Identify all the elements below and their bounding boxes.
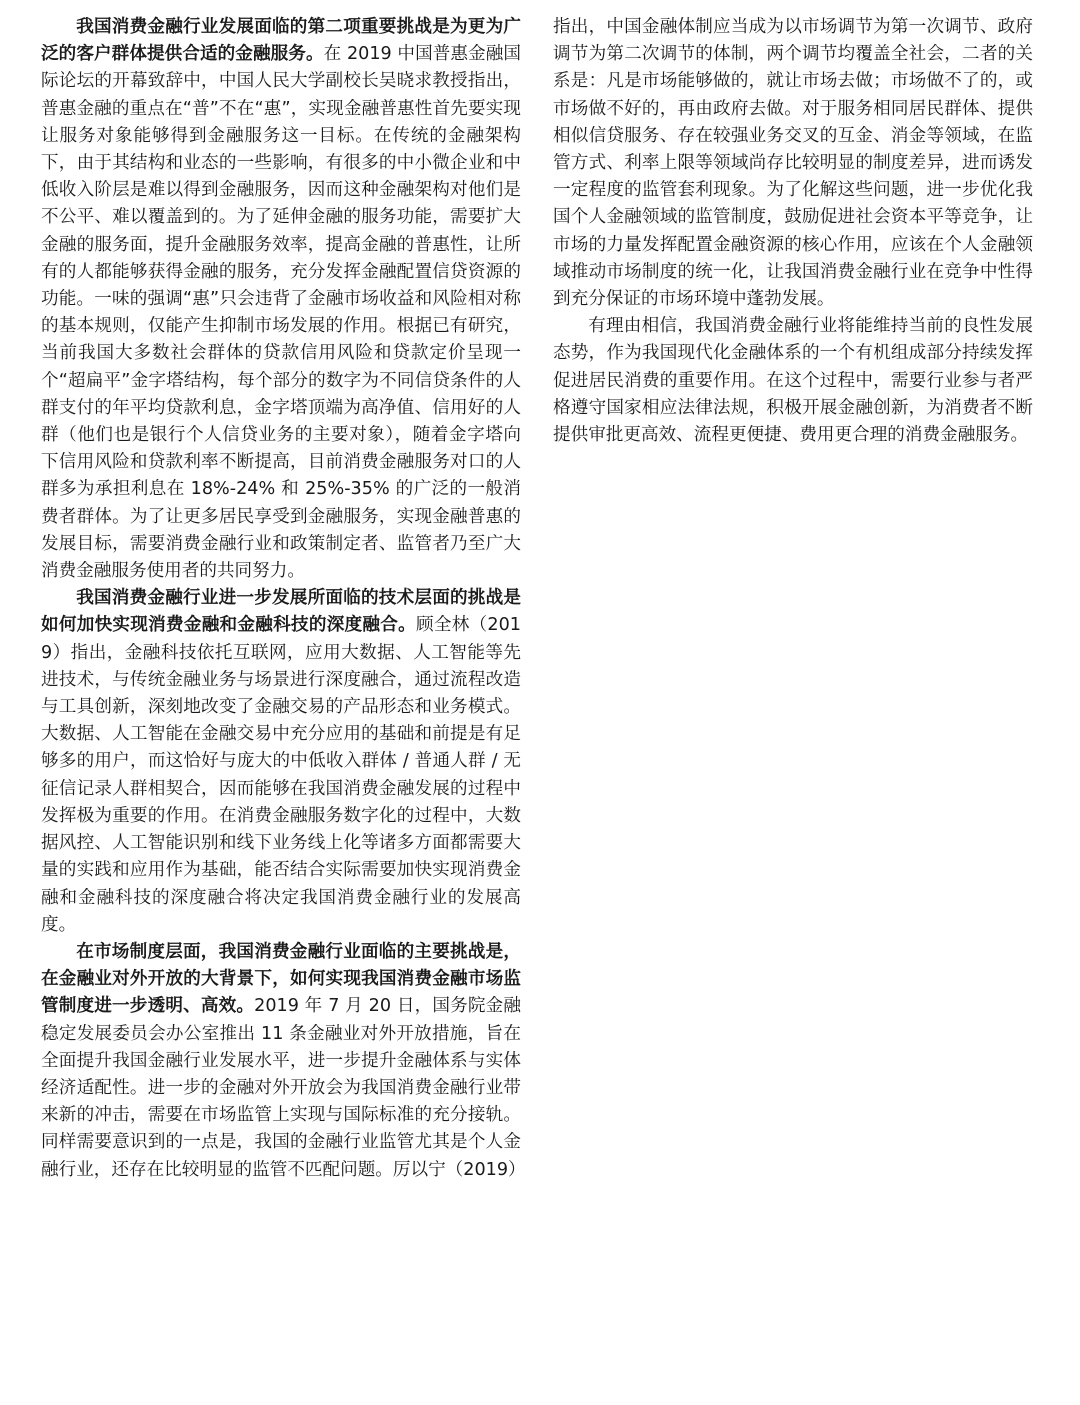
- paragraph-fintech-integration: [41, 585, 521, 939]
- paragraph-lead-bold: 我国消费金融行业进一步发展所面临的技术层面的挑战是如何加快实现消费金融和金融科技的深度融合。: [41, 588, 521, 636]
- paragraph-market-regulation: [41, 939, 526, 1184]
- paragraph-regulation-continued: 指出，中国金融体制应当成为以市场调节为第一次调节、政府调节为第二次调节的体制，两个调节均覆盖全社会，二者的关系是：凡是市场能够做的，就让市场去做；市场做不了的，或市场做不好的，再由政府去做。对于服务相同居民群体、提供相似信贷服务、存在较强业务交叉的互金、消金等领域，在监管方式、利率上限等领域尚存比较明显的制度差异，进而诱发一定程度的监管套利现象。为了化解这些问题，进一步优化我国个人金融领域的监管制度，鼓励促进社会资本平等竞争，让市场的力量发挥配置金融资源的核心作用，应该在个人金融领域推动市场制度的统一化，让我国消费金融行业在竞争中性得到充分保证的市场环境中蓬勃发展。: [553, 17, 1033, 310]
- paragraph-conclusion: 有理由相信，我国消费金融行业将能维持当前的良性发展态势，作为我国现代化金融体系的一个有机组成部分持续发挥促进居民消费的重要作用。在这个过程中，需要行业参与者严格遵守国家相应法律法规，积极开展金融创新，为消费者不断提供审批更高效、流程更便捷、费用更合理的消费金融服务。: [553, 316, 1033, 446]
- right-column: [553, 14, 1033, 449]
- paragraph-lead-bold: 在市场制度层面，我国消费金融行业面临的主要挑战是，在金融业对外开放的大背景下，如何实现我国消费金融市场监管制度进一步透明、高效。: [41, 941, 521, 1017]
- paragraph-body: 2019 年 7 月 20 日，国务院金融稳定发展委员会办公室推出 11 条金融业对外开放措施，旨在全面提升我国金融行业发展水平，进一步提升金融体系与实体经济适配性。进一步的金融对外开放会为我国消费金融行业带来新的冲击，需要在市场监管上实现与国际标准的充分接轨。同样需要意识到的一点是，我国的金融行业监管尤其是个人金融行业，还存在比较明显的监管不匹配问题。厉以宁（2019）: [41, 996, 526, 1180]
- paragraph-body: 在 2019 中国普惠金融国际论坛的开幕致辞中，中国人民大学副校长吴晓求教授指出，普惠金融的重点在“普”不在“惠”，实现金融普惠性首先要实现让服务对象能够得到金融服务这一目标。在传统的金融架构下，由于其结构和业态的一些影响，有很多的中小微企业和中低收入阶层是难以得到金融服务，因而这种金融架构对他们是不公平、难以覆盖到的。为了延伸金融的服务功能，需要扩大金融的服务面，提升金融服务效率，提高金融的普惠性，让所有的人都能够获得金融的服务，充分发挥金融配置信贷资源的功能。一味的强调“惠”只会违背了金融市场收益和风险相对称的基本规则，仅能产生抑制市场发展的作用。根据已有研究，当前我国大多数社会群体的贷款信用风险和贷款定价呈现一个“超扁平”金字塔结构，每个部分的数字为不同信贷条件的人群支付的年平均贷款利息，金字塔顶端为高净值、信用好的人群（他们也是银行个人信贷业务的主要对象），随着金字塔向下信用风险和贷款利率不断提高，目前消费金融服务对口的人群多为承担利息在 18%-24% 和 25%-35% 的广泛的一般消费者群体。为了让更多居民享受到金融服务，实现金融普惠的发展目标，需要消费金融行业和政策制定者、监管者乃至广大消费金融服务使用者的共同努力。: [41, 44, 521, 582]
- paragraph-customer-coverage: [41, 14, 521, 585]
- paragraph-body: 顾全林（2019）指出，金融科技依托互联网，应用大数据、人工智能等先进技术，与传统金融业务与场景进行深度融合，通过流程改造与工具创新，深刻地改变了金融交易的产品形态和业务模式。大数据、人工智能在金融交易中充分应用的基础和前提是有足够多的用户，而这恰好与庞大的中低收入群体 / 普通人群 / 无征信记录人群相契合，因而能够在我国消费金融发展的过程中发挥极为重要的作用。在消费金融服务数字化的过程中，大数据风控、人工智能识别和线下业务线上化等诸多方面都需要大量的实践和应用作为基础，能否结合实际需要加快实现消费金融和金融科技的深度融合将决定我国消费金融行业的发展高度。: [41, 615, 521, 935]
- left-column: [41, 14, 526, 1184]
- paragraph-lead-bold: 我国消费金融行业发展面临的第二项重要挑战是为更为广泛的客户群体提供合适的金融服务。: [41, 17, 521, 65]
